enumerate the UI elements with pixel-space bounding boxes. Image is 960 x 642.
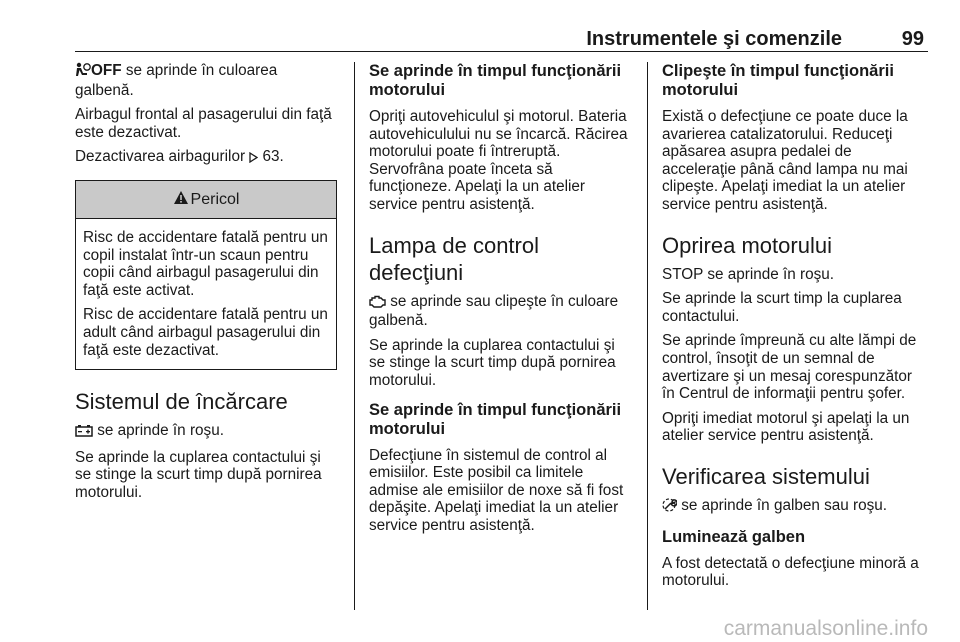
airbag-off-paragraph — [75, 62, 337, 99]
heading-engine-stop: Oprirea motorului — [662, 232, 832, 258]
danger-box-body — [76, 219, 336, 369]
subheading: Clipeşte în timpul funcţionării motorului — [662, 62, 894, 99]
danger-paragraph: Risc de accidentare fatală pentru un copil instalat într-un scaun pentru copii când airbagul pasagerului din faţă este activat. — [83, 228, 328, 299]
reference-paragraph — [75, 148, 337, 168]
paragraph: Se aprinde împreună cu alte lămpi de control, însoţit de un semnal de avertizare şi un mesaj corespunzător în Centrul de informaţii pentru şofer. — [662, 332, 917, 403]
subheading: Luminează galben — [662, 527, 806, 546]
reference-page: 63. — [258, 148, 284, 166]
section-title: Instrumentele şi comenzile — [586, 28, 842, 50]
danger-box — [75, 180, 337, 370]
heading-system-check: Verificarea sistemului — [662, 463, 870, 489]
paragraph: STOP se aprinde în roşu. — [662, 265, 835, 283]
heading-charging-system: Sistemul de încărcare — [75, 389, 288, 415]
paragraph: Se aprinde la scurt timp la cuplarea contactului. — [662, 290, 902, 325]
danger-box-header — [76, 181, 336, 219]
system-check-text: se aprinde în galben sau roşu. — [677, 496, 888, 514]
paragraph: Se aprinde la cuplarea contactului şi se stinge la scurt timp după pornirea motorului. — [75, 448, 322, 501]
page-header — [75, 28, 928, 52]
danger-box-title: Pericol — [190, 190, 240, 208]
malfunction-paragraph — [369, 293, 634, 330]
subheading: Se aprinde în timpul funcţionării motorului — [369, 400, 622, 438]
column-3 — [662, 62, 928, 597]
warning-triangle-icon — [173, 190, 189, 210]
paragraph: Defecţiune în sistemul de control al emisiilor. Este posibil ca limitele admise ale emisiilor de noxe să fi fost depăşite. Apelaţi imediat la un atelier service pentru asistenţă. — [369, 446, 624, 534]
charging-text: se aprinde în roşu. — [93, 422, 224, 440]
watermark-text: carmanualsonline.info — [723, 617, 928, 640]
subheading: Se aprinde în timpul funcţionării motorului — [369, 62, 622, 99]
danger-paragraph: Risc de accidentare fatală pentru un adult când airbagul pasagerului din faţă este dezactivat. — [83, 306, 328, 359]
engine-icon — [369, 295, 386, 313]
paragraph: Opriţi imediat motorul şi apelaţi la un atelier service pentru asistenţă. — [662, 409, 910, 445]
column-divider — [354, 62, 355, 610]
heading-malfunction-lamp: Lampa de control defecţiuni — [369, 232, 539, 285]
paragraph: Se aprinde la cuplarea contactului şi se stinge la scurt timp după pornirea motorului. — [369, 336, 616, 389]
column-divider — [647, 62, 648, 610]
paragraph: Airbagul frontal al pasagerului din faţă este dezactivat. — [75, 106, 332, 141]
malfunction-text: se aprinde sau clipeşte în culoare galbenă. — [369, 292, 619, 330]
reference-text: Dezactivarea airbagurilor — [75, 148, 250, 166]
service-wrench-icon — [662, 498, 677, 517]
airbag-off-icon — [75, 62, 91, 82]
airbag-off-text: se aprinde în culoarea galbenă. — [75, 62, 278, 99]
watermark — [0, 617, 960, 641]
system-check-paragraph — [662, 497, 928, 517]
column-2 — [369, 62, 634, 542]
page-number: 99 — [901, 28, 924, 50]
battery-icon — [75, 424, 93, 442]
reference-triangle-icon — [249, 150, 258, 168]
airbag-off-label: OFF — [91, 62, 122, 79]
paragraph: Există o defecţiune ce poate duce la avarierea catalizatorului. Reduceţi apăsarea asupra pedalei de acceleraţie până când lampa nu mai clipeşte. Apelaţi imediat la un atelier service pentru asistenţă. — [662, 108, 908, 213]
charging-paragraph — [75, 422, 337, 442]
paragraph: Opriţi autovehiculul şi motorul. Bateria autovehiculului nu se încarcă. Răcirea motorului poate fi întreruptă. Servofrâna poate înceta să funcţioneze. Apelaţi la un atelier service pentru asistenţă. — [369, 108, 628, 213]
header-divider — [75, 51, 928, 52]
column-1 — [75, 62, 337, 509]
paragraph: A fost detectată o defecţiune minoră a motorului. — [662, 554, 919, 590]
